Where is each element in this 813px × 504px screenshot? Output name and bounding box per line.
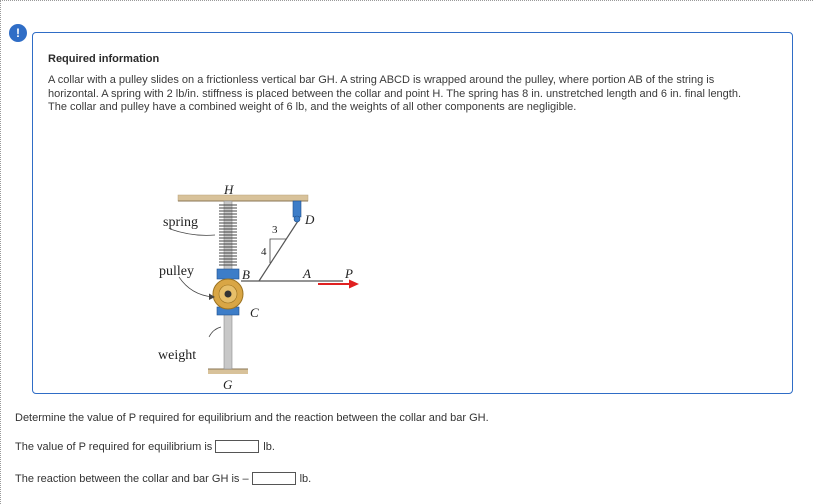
required-information-panel	[32, 32, 793, 394]
reaction-unit: lb.	[299, 472, 312, 485]
slope-label-4: 4	[261, 246, 267, 258]
anchor-d	[293, 201, 301, 217]
label-pulley: pulley	[159, 264, 194, 279]
collar-pulley-figure	[123, 151, 363, 391]
floor-support	[208, 369, 248, 374]
ceiling-support	[178, 195, 308, 201]
collar	[217, 269, 239, 279]
p-answer-input[interactable]	[215, 440, 259, 453]
page-border-top	[0, 0, 813, 1]
alert-icon: !	[9, 24, 27, 42]
label-weight: weight	[158, 348, 197, 363]
p-unit: lb.	[263, 440, 275, 453]
info-paragraph: A collar with a pulley slides on a frictionless vertical bar GH. A string ABCD is wrapped around the pulley, where portion AB of the string is horizontal. A spring with 2 lb/in. stiffness is placed between the collar and point H. The spring has 8 in. unstretched length and 6 in. final length. The collar and pulley have a combined weight of 6 lb, and the weights of all other components are negligible.	[48, 74, 742, 113]
info-title: Required information	[48, 53, 160, 65]
label-c: C	[250, 305, 259, 320]
label-a: A	[303, 266, 311, 281]
page-border-left	[0, 0, 1, 504]
label-p: P	[345, 266, 353, 281]
question-text: Determine the value of P required for equilibrium and the reaction between the collar and bar GH.	[15, 412, 489, 424]
answer-row-p	[15, 440, 275, 453]
spring	[219, 205, 237, 265]
reaction-answer-input[interactable]	[252, 472, 296, 485]
reaction-answer-label: The reaction between the collar and bar GH is –	[15, 472, 249, 485]
slope-label-3: 3	[272, 224, 278, 236]
p-answer-label: The value of P required for equilibrium is	[15, 440, 213, 453]
label-g: G	[223, 377, 233, 391]
label-h: H	[224, 182, 234, 197]
label-d: D	[305, 212, 315, 227]
answer-row-reaction	[15, 472, 311, 485]
label-spring: spring	[163, 215, 198, 230]
label-b: B	[242, 267, 250, 282]
